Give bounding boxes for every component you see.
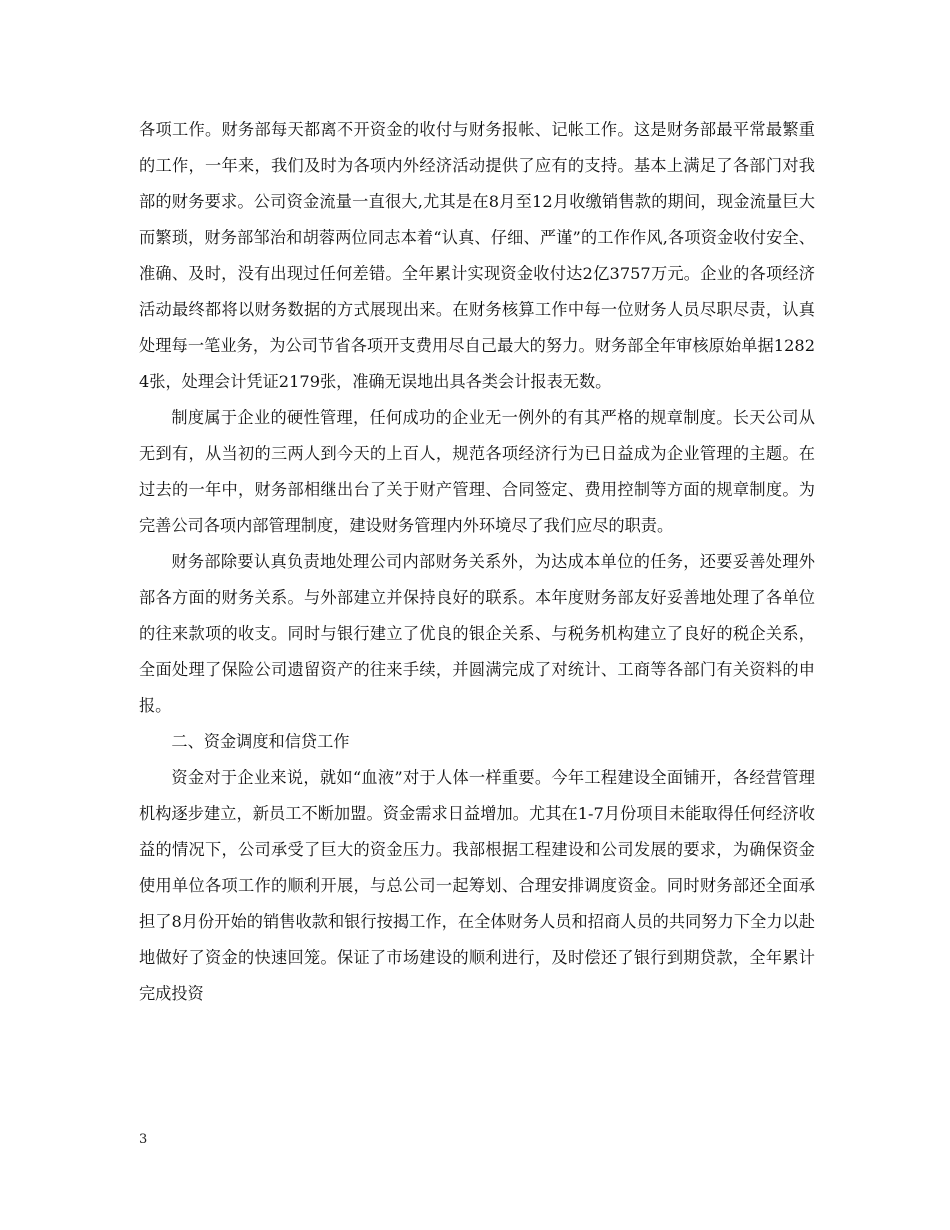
paragraph-external-relations: 财务部除要认真负责地处理公司内部财务关系外，为达成本单位的任务，还要妥善处理外部各方面的财务关系。与外部建立并保持良好的联系。本年度财务部友好妥善地处理了各单位的往来款项的收支。同时与银行建立了优良的银企关系、与税务机构建立了良好的税企关系，全面处理了保险公司遗留资产的往来手续，并圆满完成了对统计、工商等各部门有关资料的申报。 [139,552,815,715]
document-body [139,112,815,1012]
paragraph-finance-daily-work: 各项工作。财务部每天都离不开资金的收付与财务报帐、记帐工作。这是财务部最平常最繁重的工作，一年来，我们及时为各项内外经济活动提供了应有的支持。基本上满足了各部门对我部的财务要求。公司资金流量一直很大,尤其是在8月至12月收缴销售款的期间，现金流量巨大而繁琐，财务部邹治和胡蓉两位同志本着“认真、仔细、严谨”的工作作风,各项资金收付安全、准确、及时，没有出现过任何差错。全年累计实现资金收付达2亿3757万元。企业的各项经济活动最终都将以财务数据的方式展现出来。在财务核算工作中每一位财务人员尽职尽责，认真处理每一笔业务，为公司节省各项开支费用尽自己最大的努力。财务部全年审核原始单据12824张，处理会计凭证2179张，准确无误地出具各类会计报表无数。 [139,120,815,391]
section-heading-funding: 二、资金调度和信贷工作 [171,732,350,751]
paragraph-regulations: 制度属于企业的硬性管理，任何成功的企业无一例外的有其严格的规章制度。长天公司从无到有，从当初的三两人到今天的上百人，规范各项经济行为已日益成为企业管理的主题。在过去的一年中，财务部相继出台了关于财产管理、合同签定、费用控制等方面的规章制度。为完善公司各项内部管理制度，建设财务管理内外环境尽了我们应尽的职责。 [139,408,815,535]
page-number: 3 [139,1132,148,1147]
paragraph-funding-scheduling: 资金对于企业来说，就如“血液”对于人体一样重要。今年工程建设全面铺开，各经营管理机构逐步建立，新员工不断加盟。资金需求日益增加。尤其在1-7月份项目未能取得任何经济收益的情况下，公司承受了巨大的资金压力。我部根据工程建设和公司发展的要求，为确保资金使用单位各项工作的顺利开展，与总公司一起筹划、合理安排调度资金。同时财务部还全面承担了8月份开始的销售收款和银行按揭工作，在全体财务人员和招商人员的共同努力下全力以赴地做好了资金的快速回笼。保证了市场建设的顺利进行，及时偿还了银行到期贷款，全年累计完成投资 [139,768,815,1003]
